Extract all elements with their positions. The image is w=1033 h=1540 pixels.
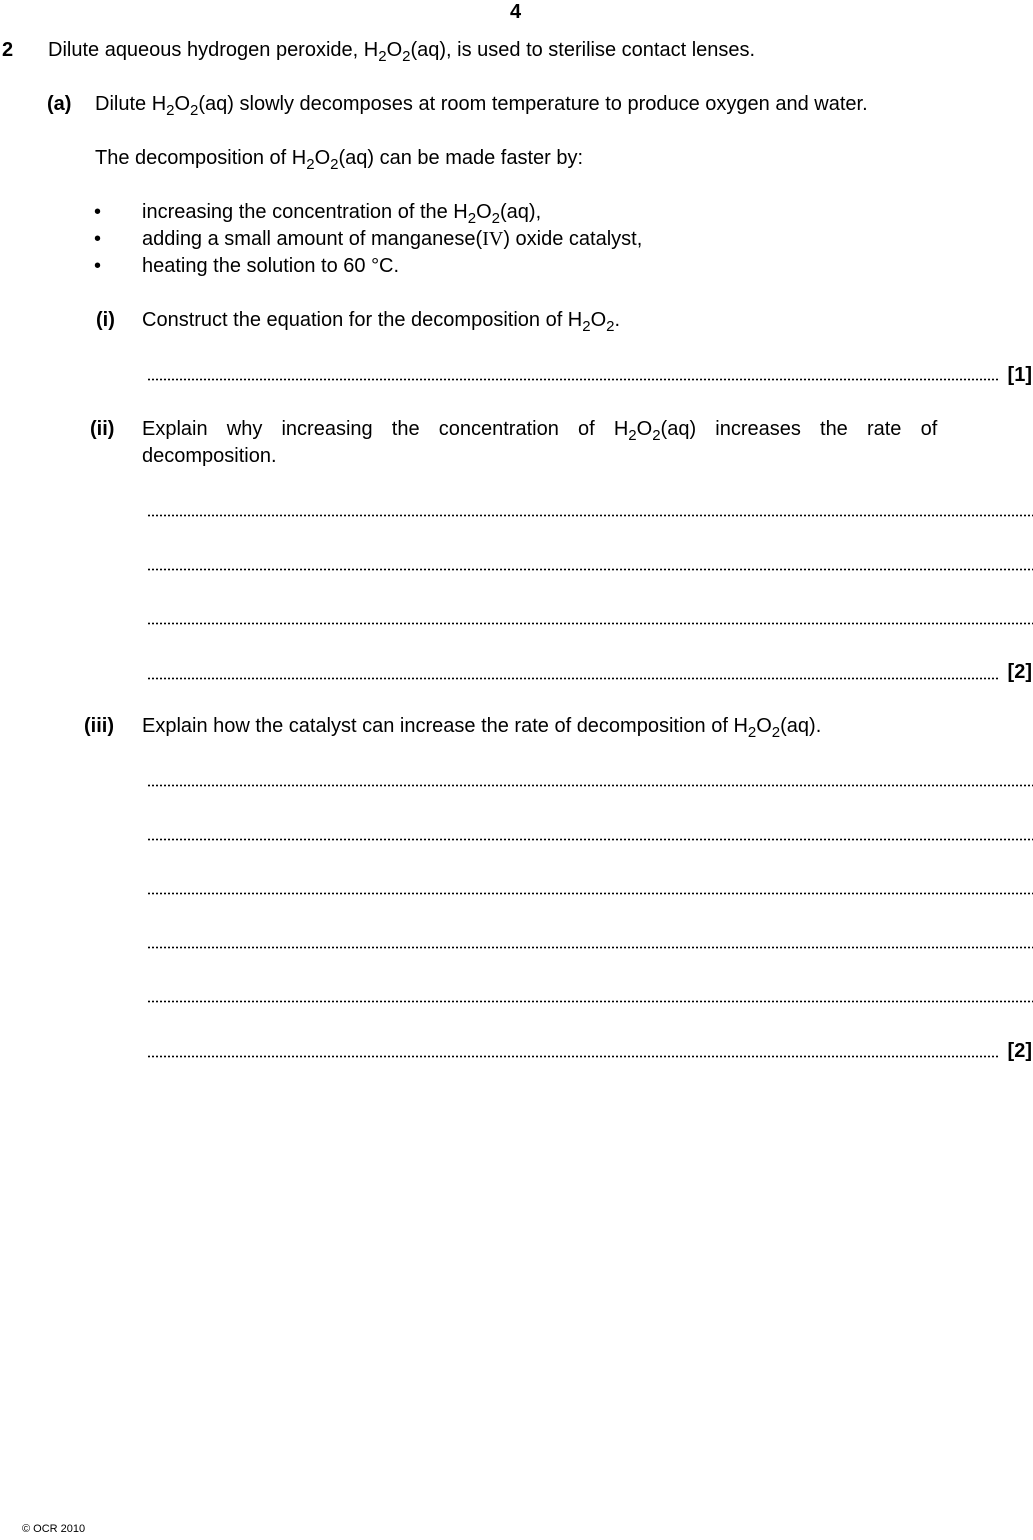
bullet-icon: • (94, 255, 102, 277)
copyright-footer: © OCR 2010 (22, 1523, 86, 1535)
bullet-icon: • (94, 228, 102, 250)
part-a-intro: Dilute $H_2O_2(aq)$ slowly decomposes at room temperature to produce oxygen and water. (95, 93, 868, 119)
sub-i-text: Construct the equation for the decomposition of $H_2O_2$. (142, 309, 621, 335)
bullet-item: heating the solution to 60 °C. (142, 255, 400, 277)
sub-ii-text-cont: decomposition. (142, 445, 277, 467)
answer-line[interactable] (147, 568, 1033, 571)
marks-badge: [1] (1007, 364, 1032, 386)
sub-ii-text: Explain why increasing the concentration of $H_2O_2(aq)$ increases the rate of (142, 418, 938, 444)
answer-line[interactable] (147, 1055, 999, 1058)
answer-line[interactable] (147, 677, 999, 680)
question-stem: Dilute aqueous hydrogen peroxide, $H_2O_2(aq)$, is used to sterilise contact lenses. (48, 39, 756, 65)
bullet-item: adding a small amount of manganese(IV) oxide catalyst, (142, 228, 643, 250)
sub-i-label: (i) (96, 309, 115, 331)
answer-line[interactable] (147, 1000, 1033, 1003)
answer-line[interactable] (147, 622, 1033, 625)
page-number: 4 (510, 1, 522, 23)
answer-line[interactable] (147, 946, 1033, 949)
sub-iii-text: Explain how the catalyst can increase the rate of decomposition of $H_2O_2(aq)$. (142, 715, 822, 741)
part-a-label: (a) (47, 93, 72, 115)
part-a-lead: The decomposition of $H_2O_2(aq)$ can be made faster by: (95, 147, 584, 173)
bullet-item: increasing the concentration of the $H_2O_2(aq)$, (142, 201, 542, 227)
bullet-icon: • (94, 201, 102, 223)
marks-badge: [2] (1007, 1040, 1032, 1062)
answer-line[interactable] (147, 892, 1033, 895)
answer-line[interactable] (147, 784, 1033, 787)
answer-line[interactable] (147, 838, 1033, 841)
sub-ii-label: (ii) (90, 418, 115, 440)
answer-line[interactable] (147, 378, 999, 381)
question-number: 2 (2, 39, 14, 61)
marks-badge: [2] (1007, 661, 1032, 683)
answer-line[interactable] (147, 514, 1033, 517)
sub-iii-label: (iii) (84, 715, 114, 737)
